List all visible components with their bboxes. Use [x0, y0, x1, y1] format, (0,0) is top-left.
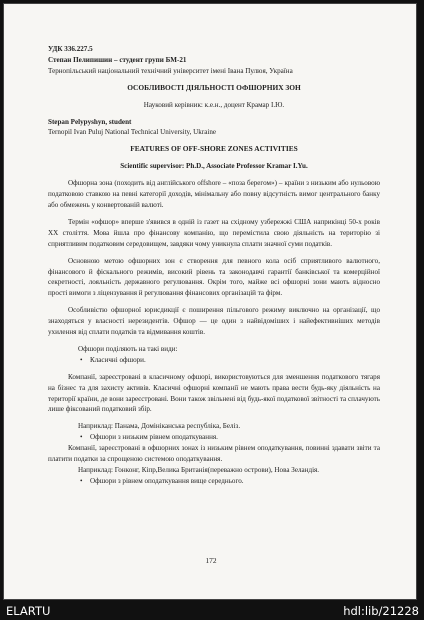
supervisor-ua: Науковий керівник: к.е.н., доцент Крамар І.Ю. — [143, 100, 285, 109]
udc-code: УДК 336.227.5 — [48, 45, 93, 53]
affiliation-ua: Тернопільський національний технічний університет імені Івана Пулюя, Україна — [48, 66, 293, 75]
affiliation-en: Ternopil Ivan Puluj National Technical University, Ukraine — [48, 128, 217, 137]
footer-bar — [0, 602, 424, 620]
list-item: • Класичні офшори. — [80, 355, 146, 364]
author-ua: Степан Пелипишин – студент групи БМ-21 — [48, 55, 187, 64]
paragraph-5: Офшори поділяють на такі види: — [78, 344, 178, 353]
paragraph-1: Офшорна зона (походить від англійського offshore – «поза берегом») – країни з низьким або нульовою податковою ставкою на певні категорії доходів, мінімальну або повну відсутність вимог центрального банку або обмежень у конвертованій валюті. — [48, 179, 380, 209]
paragraph-8: Компанії, зареєстровані в офшорних зонах із низьким рівнем оподаткування, повинні здавати звіти та платити податки за спрощеною системою оподаткування. — [48, 444, 380, 464]
page-content — [48, 44, 380, 487]
paragraph-4: Особливістю офшорної юрисдикції є поширення пільгового режиму виключно на організації, що знаходяться у власності нерезидентів. Офшор — це один з найвідоміших і найефективніших методів ухилення від сплати податків та відмивання коштів. — [48, 306, 380, 337]
list-item: • Офшори з рівнем оподаткування вище середнього. — [80, 476, 244, 485]
supervisor-en: Scientific supervisor: Ph.D., Associate Professor Kramar I.Yu. — [120, 162, 308, 171]
footer-handle-link[interactable]: hdl:lib/21228 — [343, 604, 419, 618]
paragraph-3: Основною метою офшорних зон є створення для певного кола осіб сприятливого валютного, фінансового й фіскального режимів, високий рівень та законодавчі гарантії банківської та комерційної секретності, лояльність державного регулювання. Окрім того, майже всі офшорні зони мають відносно прості вимоги з ліцензування й регулювання фінансових організацій та фірм. — [48, 256, 380, 298]
footer-repository-label: ELARTU — [6, 604, 51, 618]
page-number: 172 — [205, 556, 217, 565]
bullet-icon: • — [80, 433, 83, 442]
bullet-icon: • — [80, 355, 83, 364]
paragraph-2: Термін «офшор» вперше з'явився в одній із газет на східному узбережжі США наприкінці 50-х років XX століття. Мова йшла про фінансову компанію, що перемістила свою діяльність на територію зі сприятливим податковим середовищем, завдяки чому уникнула сплати значної суми податків. — [48, 217, 380, 248]
list-item: • Офшори з низьким рівнем оподаткування. — [80, 433, 218, 442]
paragraph-9: Наприклад: Гонконг, Кіпр,Велика Британія(переважно острови), Нова Зеландія. — [78, 466, 320, 474]
bullet-icon: • — [80, 476, 83, 485]
author-en: Stepan Pelypyshyn, student — [48, 117, 132, 126]
paragraph-6: Компанії, зареєстровані в класичному офшорі, використовуються для зменшення податкового тягаря на бізнес та для захисту активів. Класичні офшорні компанії не мають права вести будь-яку діяльність на території країни, де вони зареєстровані. Вони також звільнені від будь-якої податкової звітності та сплачують лише фіксований податковий збір. — [48, 372, 380, 414]
document-page — [3, 3, 417, 600]
title-en: FEATURES OF OFF-SHORE ZONES ACTIVITIES — [130, 144, 298, 154]
title-ua: ОСОБЛИВОСТІ ДІЯЛЬНОСТІ ОФШОРНИХ ЗОН — [127, 82, 301, 92]
paragraph-7: Наприклад: Панама, Домініканська республіка, Беліз. — [78, 422, 241, 431]
